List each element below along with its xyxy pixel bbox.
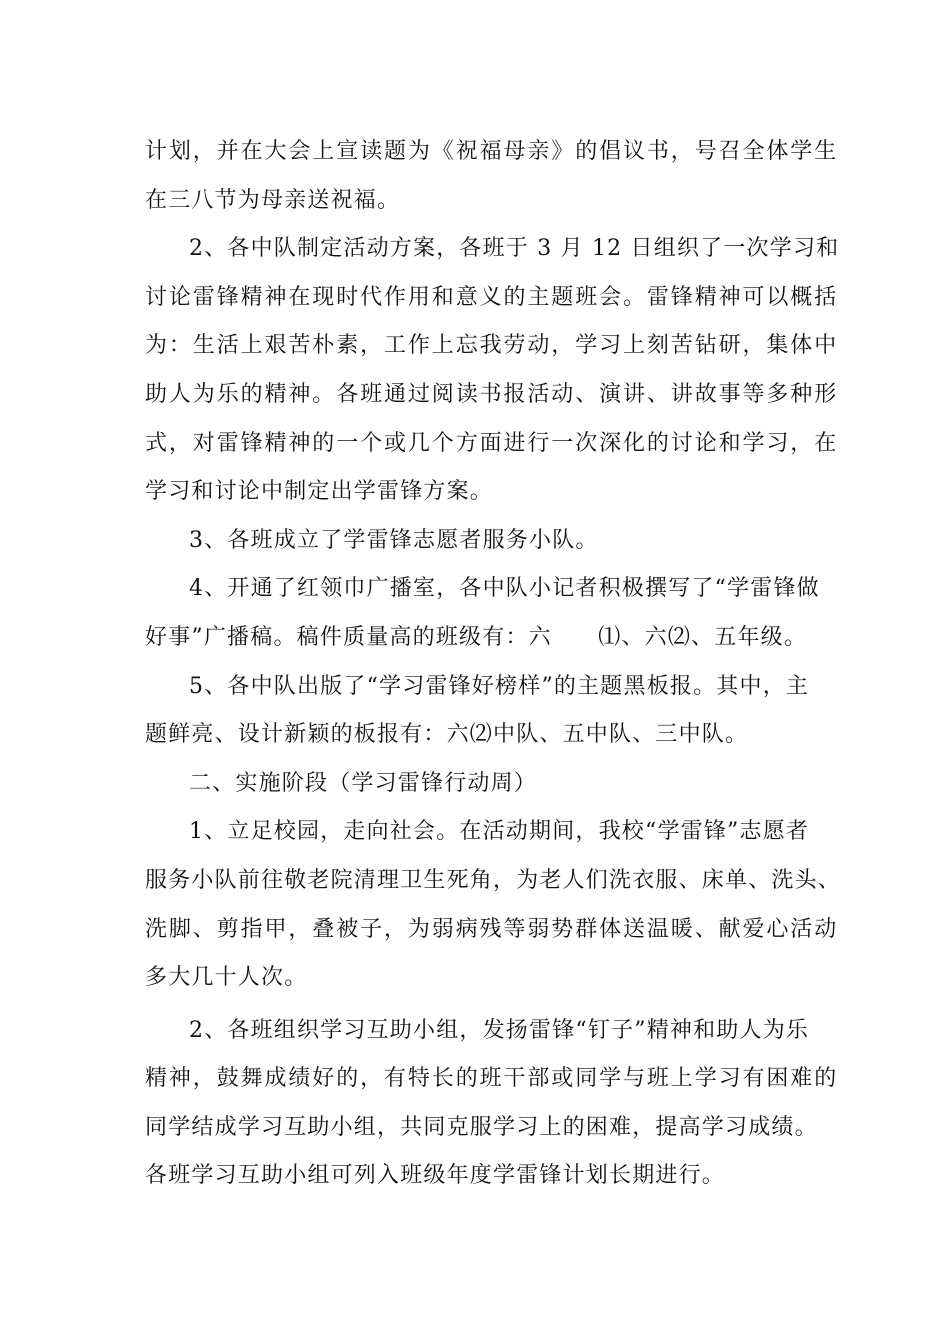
text-line: 多大几十人次。 [145,965,308,991]
text-line: 2、各中队制定活动方案，各班于 3 月 12 日组织了一次学习和 [189,236,840,262]
text-line: 5、各中队出版了“学习雷锋好榜样”的主题黑板报。其中，主 [189,673,810,699]
text-line: 4、开通了红领巾广播室，各中队小记者积极撰写了“学雷锋做 [189,576,820,602]
text-line: 各班学习互助小组可列入班级年度学雷锋计划长期进行。 [145,1163,726,1189]
text-line: 讨论雷锋精神在现时代作用和意义的主题班会。雷锋精神可以概括 [145,284,839,310]
text-line: 同学结成学习互助小组，共同克服学习上的困难，提高学习成绩。 [145,1114,818,1140]
text-line: 精神，鼓舞成绩好的，有特长的班干部或同学与班上学习有困难的 [145,1066,839,1092]
document-body [145,128,842,1201]
text-line: 服务小队前往敬老院清理卫生死角，为老人们洗衣服、床单、洗头、 [145,867,842,893]
text-line: 学习和讨论中制定出学雷锋方案。 [145,479,494,505]
text-line: 3、各班成立了学雷锋志愿者服务小队。 [189,527,599,553]
text-line: 计划，并在大会上宣读题为《祝福母亲》的倡议书，号召全体学生 [145,139,839,164]
text-line: 题鲜亮、设计新颖的板报有：六⑵中队、五中队、三中队。 [145,722,749,748]
text-line: 助人为乐的精神。各班通过阅读书报活动、演讲、讲故事等多种形 [145,381,839,407]
section-heading: 二、实施阶段（学习雷锋行动周） [189,770,538,796]
text-line: 为：生活上艰苦朴素，工作上忘我劳动，学习上刻苦钻研，集体中 [145,333,839,359]
text-line: 式，对雷锋精神的一个或几个方面进行一次深化的讨论和学习，在 [145,430,839,456]
text-line: 洗脚、剪指甲，叠被子，为弱病残等弱势群体送温暖、献爱心活动 [145,916,839,942]
text-line: 2、各班组织学习互助小组，发扬雷锋“钉子”精神和助人为乐 [189,1017,810,1043]
text-line: 好事”广播稿。稿件质量高的班级有：六 ⑴、六⑵、五年级。 [145,624,808,650]
text-line: 在三八节为母亲送祝福。 [145,187,401,213]
text-line: 1、立足校园，走向社会。在活动期间，我校“学雷锋”志愿者 [189,819,810,845]
